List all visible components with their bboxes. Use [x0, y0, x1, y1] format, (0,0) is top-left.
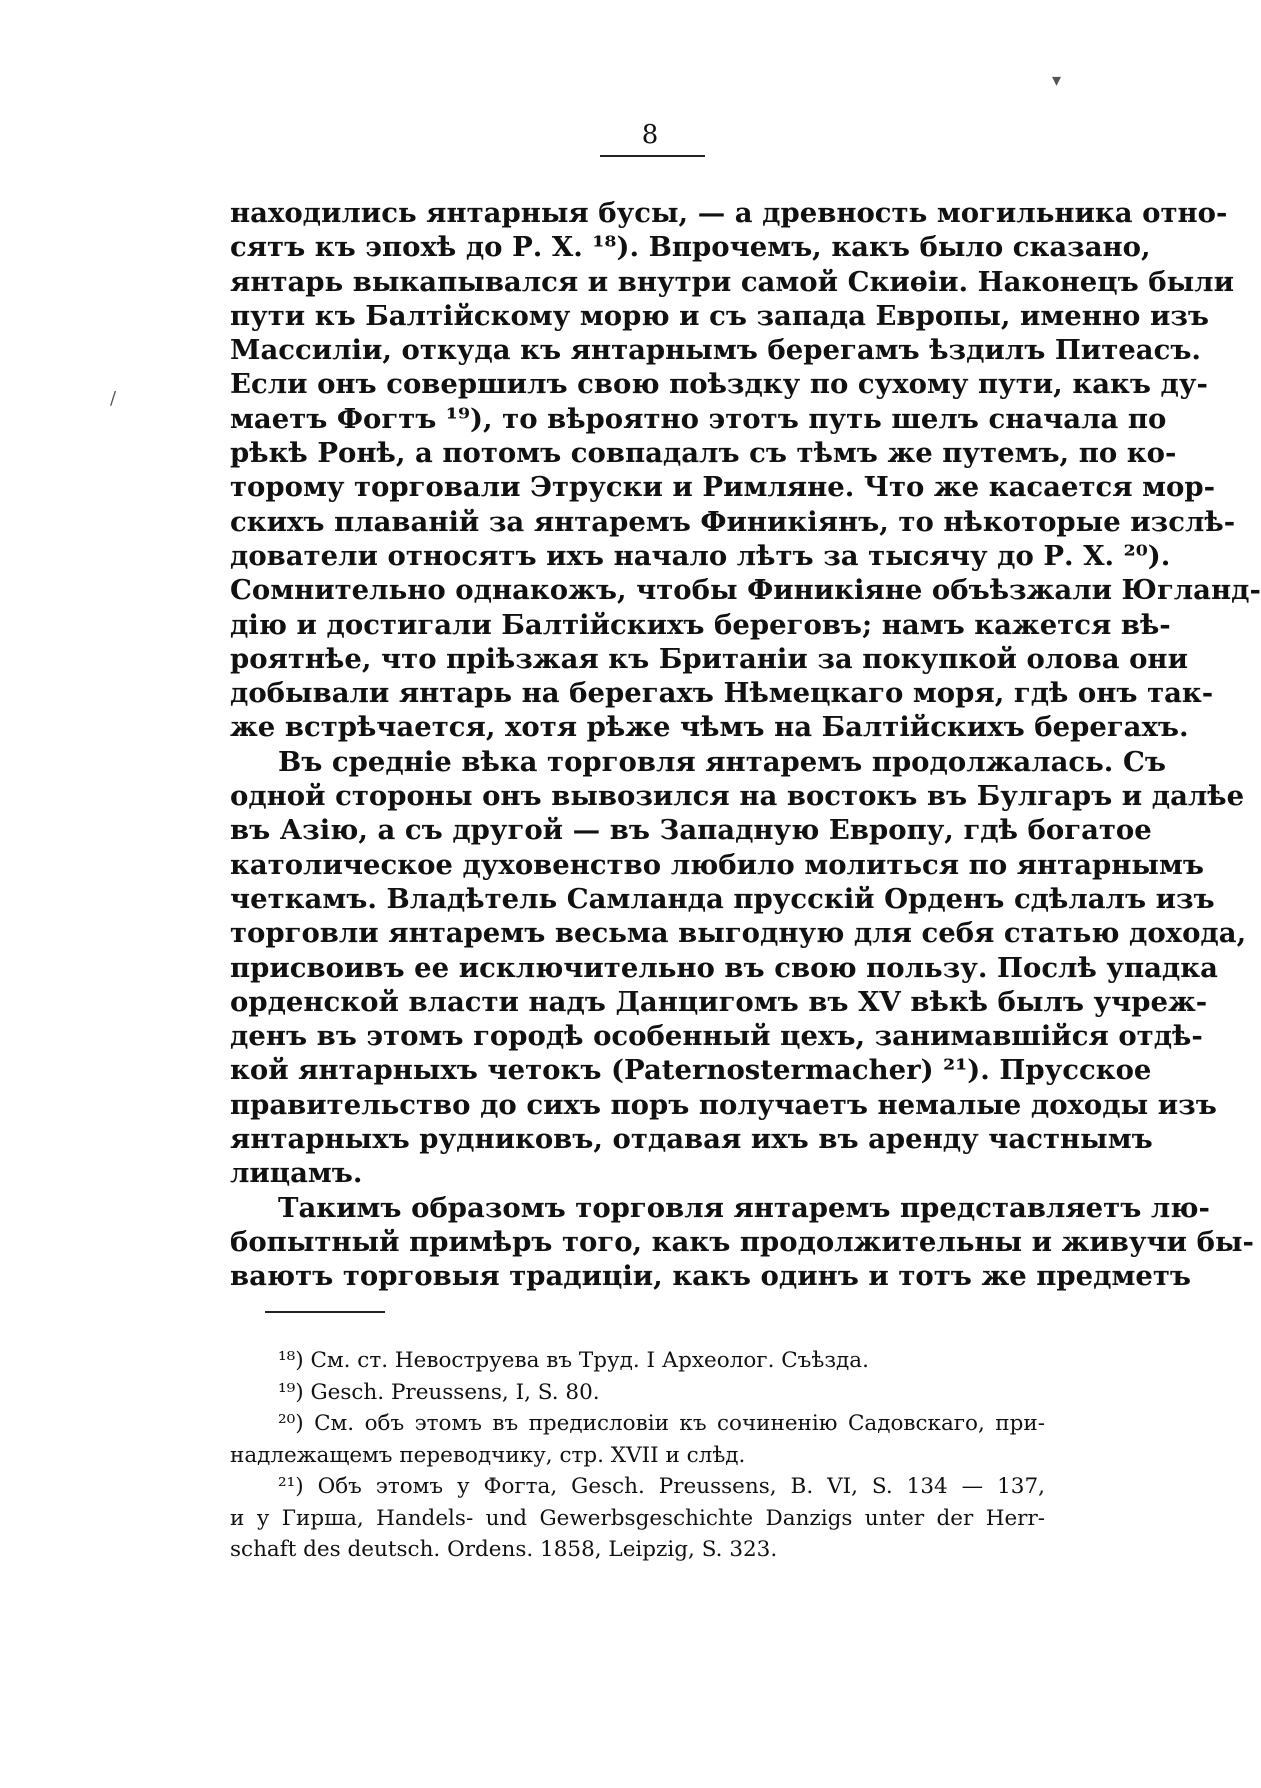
body-text	[230, 196, 1261, 1294]
body-line: бопытный примѣръ того, какъ продолжительны и живучи бы-	[230, 1225, 1254, 1258]
body-line: денъ въ этомъ городѣ особенный цехъ, занимавшійся отдѣ-	[230, 1020, 1203, 1053]
footnote-line: и у Гирша, Handels- und Gewerbsgeschichte Danzigs unter der Herr-	[230, 1505, 1045, 1531]
body-line: католическое духовенство любило молиться по янтарнымъ	[230, 848, 1204, 881]
body-line: дователи относятъ ихъ начало лѣтъ за тысячу до Р. Х. ²⁰).	[230, 539, 1171, 572]
footnote-line: ²⁰) См. объ этомъ въ предисловіи къ сочиненію Садовскаго, при-	[278, 1411, 1045, 1436]
body-line: Сомнительно однакожъ, чтобы Финикіяне объѣзжали Югланд-	[230, 574, 1261, 607]
body-line: одной стороны онъ вывозился на востокъ въ Булгаръ и далѣе	[230, 780, 1245, 813]
body-line: добывали янтарь на берегахъ Нѣмецкаго моря, гдѣ онъ так-	[230, 677, 1214, 710]
body-line: же встрѣчается, хотя рѣже чѣмъ на Балтійскихъ берегахъ.	[230, 711, 1189, 744]
body-line: маетъ Фогтъ ¹⁹), то вѣроятно этотъ путь шелъ сначала по	[230, 402, 1167, 435]
footnote-separator	[265, 1311, 385, 1313]
body-line: правительство до сихъ поръ получаетъ немалые доходы изъ	[230, 1088, 1217, 1121]
body-line: роятнѣе, что пріѣзжая къ Британіи за покупкой олова они	[230, 642, 1188, 675]
footnote-line: надлежащемъ переводчику, стр. XVII и слѣд.	[230, 1442, 746, 1468]
body-line: присвоивъ ее исключительно въ свою пользу. Послѣ упадка	[230, 951, 1218, 984]
body-line: янтарь выкапывался и внутри самой Скиѳіи. Наконецъ были	[230, 265, 1234, 298]
footnote-line: ²¹) Объ этомъ у Фогта, Gesch. Preussens, B. VI, S. 134 — 137,	[278, 1474, 1045, 1499]
body-line: сятъ къ эпохѣ до Р. Х. ¹⁸). Впрочемъ, какъ было сказано,	[230, 231, 1151, 264]
body-line: Массиліи, откуда къ янтарнымъ берегамъ ѣздилъ Питеасъ.	[230, 334, 1201, 367]
body-line: пути къ Балтійскому морю и съ запада Европы, именно изъ	[230, 299, 1210, 332]
body-line: Въ средніе вѣка торговля янтаремъ продолжалась. Съ	[278, 745, 1166, 778]
body-line: рѣкѣ Ронѣ, а потомъ совпадалъ съ тѣмъ же путемъ, по ко-	[230, 437, 1177, 470]
body-line: Такимъ образомъ торговля янтаремъ представляетъ лю-	[278, 1191, 1210, 1224]
body-line: Если онъ совершилъ свою поѣздку по сухому пути, какъ ду-	[230, 368, 1208, 401]
body-line: дію и достигали Балтійскихъ береговъ; намъ кажется вѣ-	[230, 608, 1171, 641]
body-line: ваютъ торговыя традиціи, какъ одинъ и тотъ же предметъ	[230, 1260, 1191, 1293]
margin-mark: /	[110, 388, 117, 409]
body-line: орденской власти надъ Данцигомъ въ XV вѣкѣ былъ учреж-	[230, 985, 1208, 1018]
footnote-line: ¹⁹) Gesch. Preussens, I, S. 80.	[278, 1379, 600, 1405]
body-line: находились янтарныя бусы, — а древность могильника отно-	[230, 197, 1228, 229]
footnote-line: schaft des deutsch. Ordens. 1858, Leipzig, S. 323.	[230, 1537, 778, 1562]
body-line: янтарныхъ рудниковъ, отдавая ихъ въ аренду частнымъ	[230, 1123, 1153, 1156]
page-number: 8	[641, 120, 659, 150]
body-line: въ Азію, а съ другой — въ Западную Европу, гдѣ богатое	[230, 814, 1152, 847]
footnotes	[230, 1345, 1045, 1566]
body-line: торговли янтаремъ весьма выгодную для себя статью дохода,	[230, 917, 1247, 950]
page-number-rule	[600, 155, 705, 157]
body-line: лицамъ.	[230, 1157, 363, 1190]
body-line: четкамъ. Владѣтель Самланда прусскій Орденъ сдѣлалъ изъ	[230, 882, 1215, 915]
scan-speck: ▾	[1052, 70, 1062, 91]
body-line: торому торговали Этруски и Римляне. Что же касается мор-	[230, 471, 1216, 504]
footnote-line: ¹⁸) См. ст. Невоструева въ Труд. I Археолог. Съѣзда.	[278, 1348, 869, 1373]
body-line: скихъ плаваній за янтаремъ Финикіянъ, то нѣкоторые изслѣ-	[230, 505, 1236, 538]
body-line: кой янтарныхъ четокъ (Paternostermacher) ²¹). Прусское	[230, 1054, 1152, 1087]
